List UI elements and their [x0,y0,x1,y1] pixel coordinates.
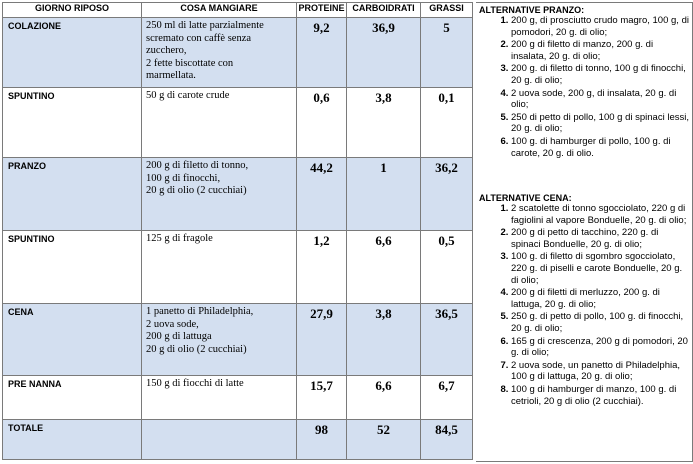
grassi-total: 84,5 [435,422,458,437]
carboidrati-value: 6,6 [375,233,392,248]
food-cell [142,304,296,356]
proteine-value: 15,7 [310,378,333,393]
food-cell [142,376,296,391]
list-item: 7. 2 uova sode, un panetto di Philadelphia, 100 g di lattuga, 20 g. di olio; [511,360,689,383]
header-grassi: GRASSI [421,3,473,18]
list-item: 1. 200 g, di prosciutto crudo magro, 100 g, di pomodori, 20 g. di olio; [511,15,689,38]
meal-label: PRE NANNA [8,379,62,389]
food-line: 200 g di filetto di tonno, [146,160,249,171]
food-line: 2 fette biscottate con [146,57,234,69]
meal-label: COLAZIONE [8,21,61,31]
alternative-cena-list [479,203,689,407]
proteine-value: 27,9 [310,306,333,321]
proteine-value: 44,2 [310,160,333,175]
total-label: TOTALE [8,423,44,433]
list-item: 5. 250 g. di petto di pollo, 100 g. di finocchi, 20 g. di olio; [511,311,689,334]
alternative-pranzo-list [479,15,689,159]
grassi-value: 36,2 [435,160,458,175]
meal-label: SPUNTINO [8,234,55,244]
carboidrati-value: 3,8 [375,306,392,321]
food-line: 20 g di olio (2 cucchiai) [146,185,247,196]
food-line: 20 g di olio (2 cucchiai) [146,343,247,355]
food-cell [142,88,296,103]
carboidrati-value: 6,6 [375,378,392,393]
table-header-row [3,3,473,18]
meal-label: CENA [8,307,34,317]
carboidrati-value: 3,8 [375,90,392,105]
carboidrati-value: 36,9 [372,20,395,35]
food-cell [142,18,296,83]
food-line: 2 uova sode, [146,318,199,330]
header-carboidrati: CARBOIDRATI [347,3,421,18]
proteine-value: 9,2 [313,20,330,35]
list-item: 4. 200 g di filetti di merluzzo, 200 g. di lattuga, 20 g. di olio; [511,287,689,310]
table-row [3,231,473,304]
food-line: marmellata. [146,70,196,81]
food-line: scremato con caffè senza [146,32,252,44]
header-proteine: PROTEINE [297,3,347,18]
grassi-value: 36,5 [435,306,458,321]
list-item: 4. 2 uova sode, 200 g, di insalata, 20 g. di olio; [511,88,689,111]
list-item: 3. 100 g. di filetto di sgombro sgocciolato, 220 g. di piselli e carote Bonduelle, 20 g. di olio; [511,251,689,286]
header-cosa-mangiare: COSA MANGIARE [142,3,297,18]
list-item: 3. 200 g. di filetto di tonno, 100 g di finocchi, 20 g. di olio; [511,63,689,86]
meal-label: PRANZO [8,161,46,171]
list-item: 8. 100 g di hamburger di manzo, 100 g. di cetrioli, 20 g di olio (2 cucchiai). [511,384,689,407]
table-row [3,304,473,376]
alternative-cena-section [479,193,689,408]
grassi-value: 6,7 [438,378,455,393]
grassi-value: 5 [443,20,450,35]
food-line: 100 g di finocchi, [146,172,221,184]
food-line: 1 panetto di Philadelphia, [146,306,254,317]
food-line: 250 ml di latte parzialmente [146,20,264,31]
diet-table [2,2,473,460]
list-item: 1. 2 scatolette di tonno sgocciolato, 220 g di fagiolini al vapore Bonduelle, 20 g. di olio; [511,203,689,226]
food-line: 150 g di fiocchi di latte [146,378,244,389]
meal-label: SPUNTINO [8,91,55,101]
carboidrati-total: 52 [377,422,390,437]
list-item: 2. 200 g di filetto di manzo, 200 g. di insalata, 20 g. di olio; [511,39,689,62]
table-row [3,18,473,88]
proteine-total: 98 [315,422,328,437]
food-line: 125 g di fragole [146,233,213,244]
proteine-value: 1,2 [313,233,330,248]
grassi-value: 0,5 [438,233,455,248]
list-item: 5. 250 di petto di pollo, 100 g di spinaci lessi, 20 g. di olio; [511,112,689,135]
carboidrati-value: 1 [380,160,387,175]
list-item: 6. 100 g. di hamburger di pollo, 100 g. di carote, 20 g. di olio. [511,136,689,159]
alternative-pranzo-section [479,5,689,160]
proteine-value: 0,6 [313,90,330,105]
alternatives-panel [476,2,693,462]
table-row [3,88,473,158]
list-item: 2. 200 g di petto di tacchino, 220 g. di spinaci Bonduelle, 20 g. di olio; [511,227,689,250]
alternative-cena-title: ALTERNATIVE CENA: [479,193,572,203]
header-giorno: GIORNO RIPOSO [3,3,142,18]
food-line: zucchero, [146,45,187,56]
food-line: 200 g di lattuga [146,331,212,342]
table-row [3,158,473,231]
table-row [3,376,473,420]
food-cell [142,158,296,198]
alternative-pranzo-title: ALTERNATIVE PRANZO: [479,5,585,15]
food-cell [142,231,296,246]
table-row-total [3,420,473,460]
list-item: 6. 165 g di crescenza, 200 g di pomodori, 20 g. di olio; [511,336,689,359]
grassi-value: 0,1 [438,90,455,105]
food-line: 50 g di carote crude [146,90,230,101]
